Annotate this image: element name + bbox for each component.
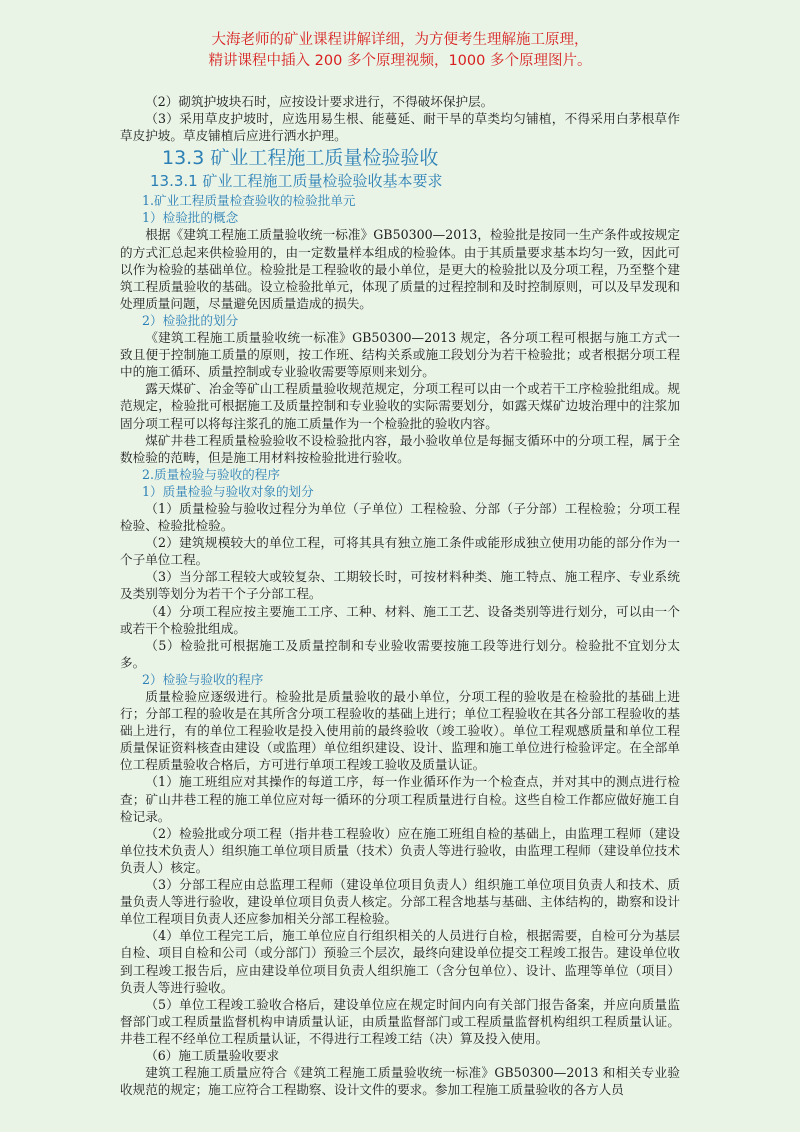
paragraph: 煤矿井巷工程质量检验验收不设检验批内容，最小验收单位是每掘支循环中的分项工程，属于全数检验的范畴，但是施工用材料按检验批进行验收。 <box>120 432 680 465</box>
paragraph: （2）检验批或分项工程（指井巷工程验收）应在施工班组自检的基础上，由监理工程师（建设单位技术负责人）组织施工单位项目质量（技术）负责人等进行验收，由监理工程师（建设单位技术负责人）核定。 <box>120 825 680 875</box>
subtopic-heading: 1）检验批的概念 <box>142 210 239 226</box>
paragraph: （4）单位工程完工后，施工单位应自行组织相关的人员进行自检，根据需要，自检可分为基层自检、项目自检和公司（或分部门）预验三个层次，最终向建设单位提交工程竣工报告。建设单位收到工程竣工报告后，应由建设单位项目负责人组织施工（含分包单位）、设计、监理等单位（项目）负责人等进行验收。 <box>120 928 680 995</box>
subsection-heading: 13.3.1 矿业工程施工质量检验验收基本要求 <box>150 172 443 191</box>
document-body <box>120 93 680 1098</box>
paragraph: （2）建筑规模较大的单位工程，可将其具有独立施工条件或能形成独立使用功能的部分作为一个子单位工程。 <box>120 535 680 568</box>
paragraph: 根据《建筑工程施工质量验收统一标准》GB50300—2013，检验批是按同一生产条件或按规定的方式汇总起来供检验用的，由一定数量样本组成的检验体。由于其质量要求基本均匀一致，因此可以作为检验的基础单位。检验批是工程验收的最小单位，是更大的检验批以及分项工程，乃至整个建筑工程质量验收的基础。设立检验批单元，体现了质量的过程控制和及时控制原则，可以及早发现和处理质量问题，尽量避免因质量造成的损失。 <box>120 227 680 311</box>
section-heading: 13.3 矿业工程施工质量检验验收 <box>162 147 439 170</box>
banner-line-1: 大海老师的矿业课程讲解详细，为方便考生理解施工原理， <box>211 32 589 48</box>
paragraph: （3）采用草皮护坡时，应选用易生根、能蔓延、耐干旱的草类均匀铺植，不得采用白茅根草作草皮护坡。草皮铺植后应进行洒水护理。 <box>120 111 680 144</box>
paragraph: （4）分项工程应按主要施工工序、工种、材料、施工工艺、设备类别等进行划分，可以由一个或若干个检验批组成。 <box>120 603 680 636</box>
subtopic-heading: 1）质量检验与验收对象的划分 <box>142 483 314 499</box>
paragraph: （1）质量检验与验收过程分为单位（子单位）工程检验、分部（子分部）工程检验；分项工程检验、检验批检验。 <box>120 500 680 534</box>
paragraph: 露天煤矿、冶金等矿山工程质量验收规范规定，分项工程可以由一个或若干工序检验批组成。规范规定，检验批可根据施工及质量控制和专业验收的实际需要划分，如露天煤矿边坡治理中的注浆加固分项工程可以将每注浆孔的施工质量作为一个检验批的验收内容。 <box>120 381 680 431</box>
subtopic-heading: 2）检验与验收的程序 <box>142 671 264 687</box>
paragraph: （1）施工班组应对其操作的每道工序，每一作业循环作为一个检查点，并对其中的测点进行检查；矿山井巷工程的施工单位应对每一循环的分项工程质量进行自检。这些自检工作都应做好施工自检记录。 <box>120 774 680 824</box>
paragraph: （3）当分部工程较大或较复杂、工期较长时，可按材料种类、施工特点、施工程序、专业系统及类别等划分为若干个子分部工程。 <box>120 569 680 602</box>
paragraph: 建筑工程施工质量应符合《建筑工程施工质量验收统一标准》GB50300—2013 和相关专业验收规范的规定；施工应符合工程勘察、设计文件的要求。参加工程施工质量验收的各方人员 <box>120 1065 680 1098</box>
subtopic-heading: 2）检验批的划分 <box>142 312 239 328</box>
paragraph: （6）施工质量验收要求 <box>145 1047 280 1063</box>
paragraph: 《建筑工程施工质量验收统一标准》GB50300—2013 规定，各分项工程可根据与施工方式一致且便于控制施工质量的原则，按工作班、结构关系或施工段划分为若干检验批；或者根据分项工程中的施工循环、质量控制或专业验收需要等原则来划分。 <box>120 330 680 380</box>
topic-heading: 1.矿业工程质量检查验收的检验批单元 <box>142 193 356 209</box>
banner-line-2: 精讲课程中插入 200 多个原理视频，1000 多个原理图片。 <box>208 53 592 69</box>
paragraph: 质量检验应逐级进行。检验批是质量验收的最小单位，分项工程的验收是在检验批的基础上进行；分部工程的验收是在其所含分项工程验收的基础上进行；单位工程验收在其各分部工程验收的基础上进行，有的单位工程验收是投入使用前的最终验收（竣工验收）。单位工程观感质量和单位工程质量保证资料核查由建设（或监理）单位组织建设、设计、监理和施工单位进行检验评定。在全部单位工程质量验收合格后，方可进行单项工程竣工验收及质量认证。 <box>120 689 680 773</box>
topic-heading: 2.质量检验与验收的程序 <box>142 466 280 482</box>
paragraph: （2）砌筑护坡块石时，应按设计要求进行，不得破坏保护层。 <box>145 94 494 109</box>
paragraph: （5）检验批可根据施工及质量控制和专业验收需要按施工段等进行划分。检验批不宜划分太多。 <box>120 637 680 670</box>
paragraph: （3）分部工程应由总监理工程师（建设单位项目负责人）组织施工单位项目负责人和技术、质量负责人等进行验收，建设单位项目负责人核定。分部工程含地基与基础、主体结构的，勘察和设计单位工程项目负责人还应参加相关分部工程检验。 <box>120 877 680 927</box>
paragraph: （5）单位工程竣工验收合格后，建设单位应在规定时间内向有关部门报告备案，并应向质量监督部门或工程质量监督机构申请质量认证，由质量监督部门或工程质量监督机构组织工程质量认证。井巷工程不经单位工程质量认证，不得进行工程竣工结（决）算及投入使用。 <box>120 996 680 1046</box>
promo-banner <box>0 30 800 72</box>
